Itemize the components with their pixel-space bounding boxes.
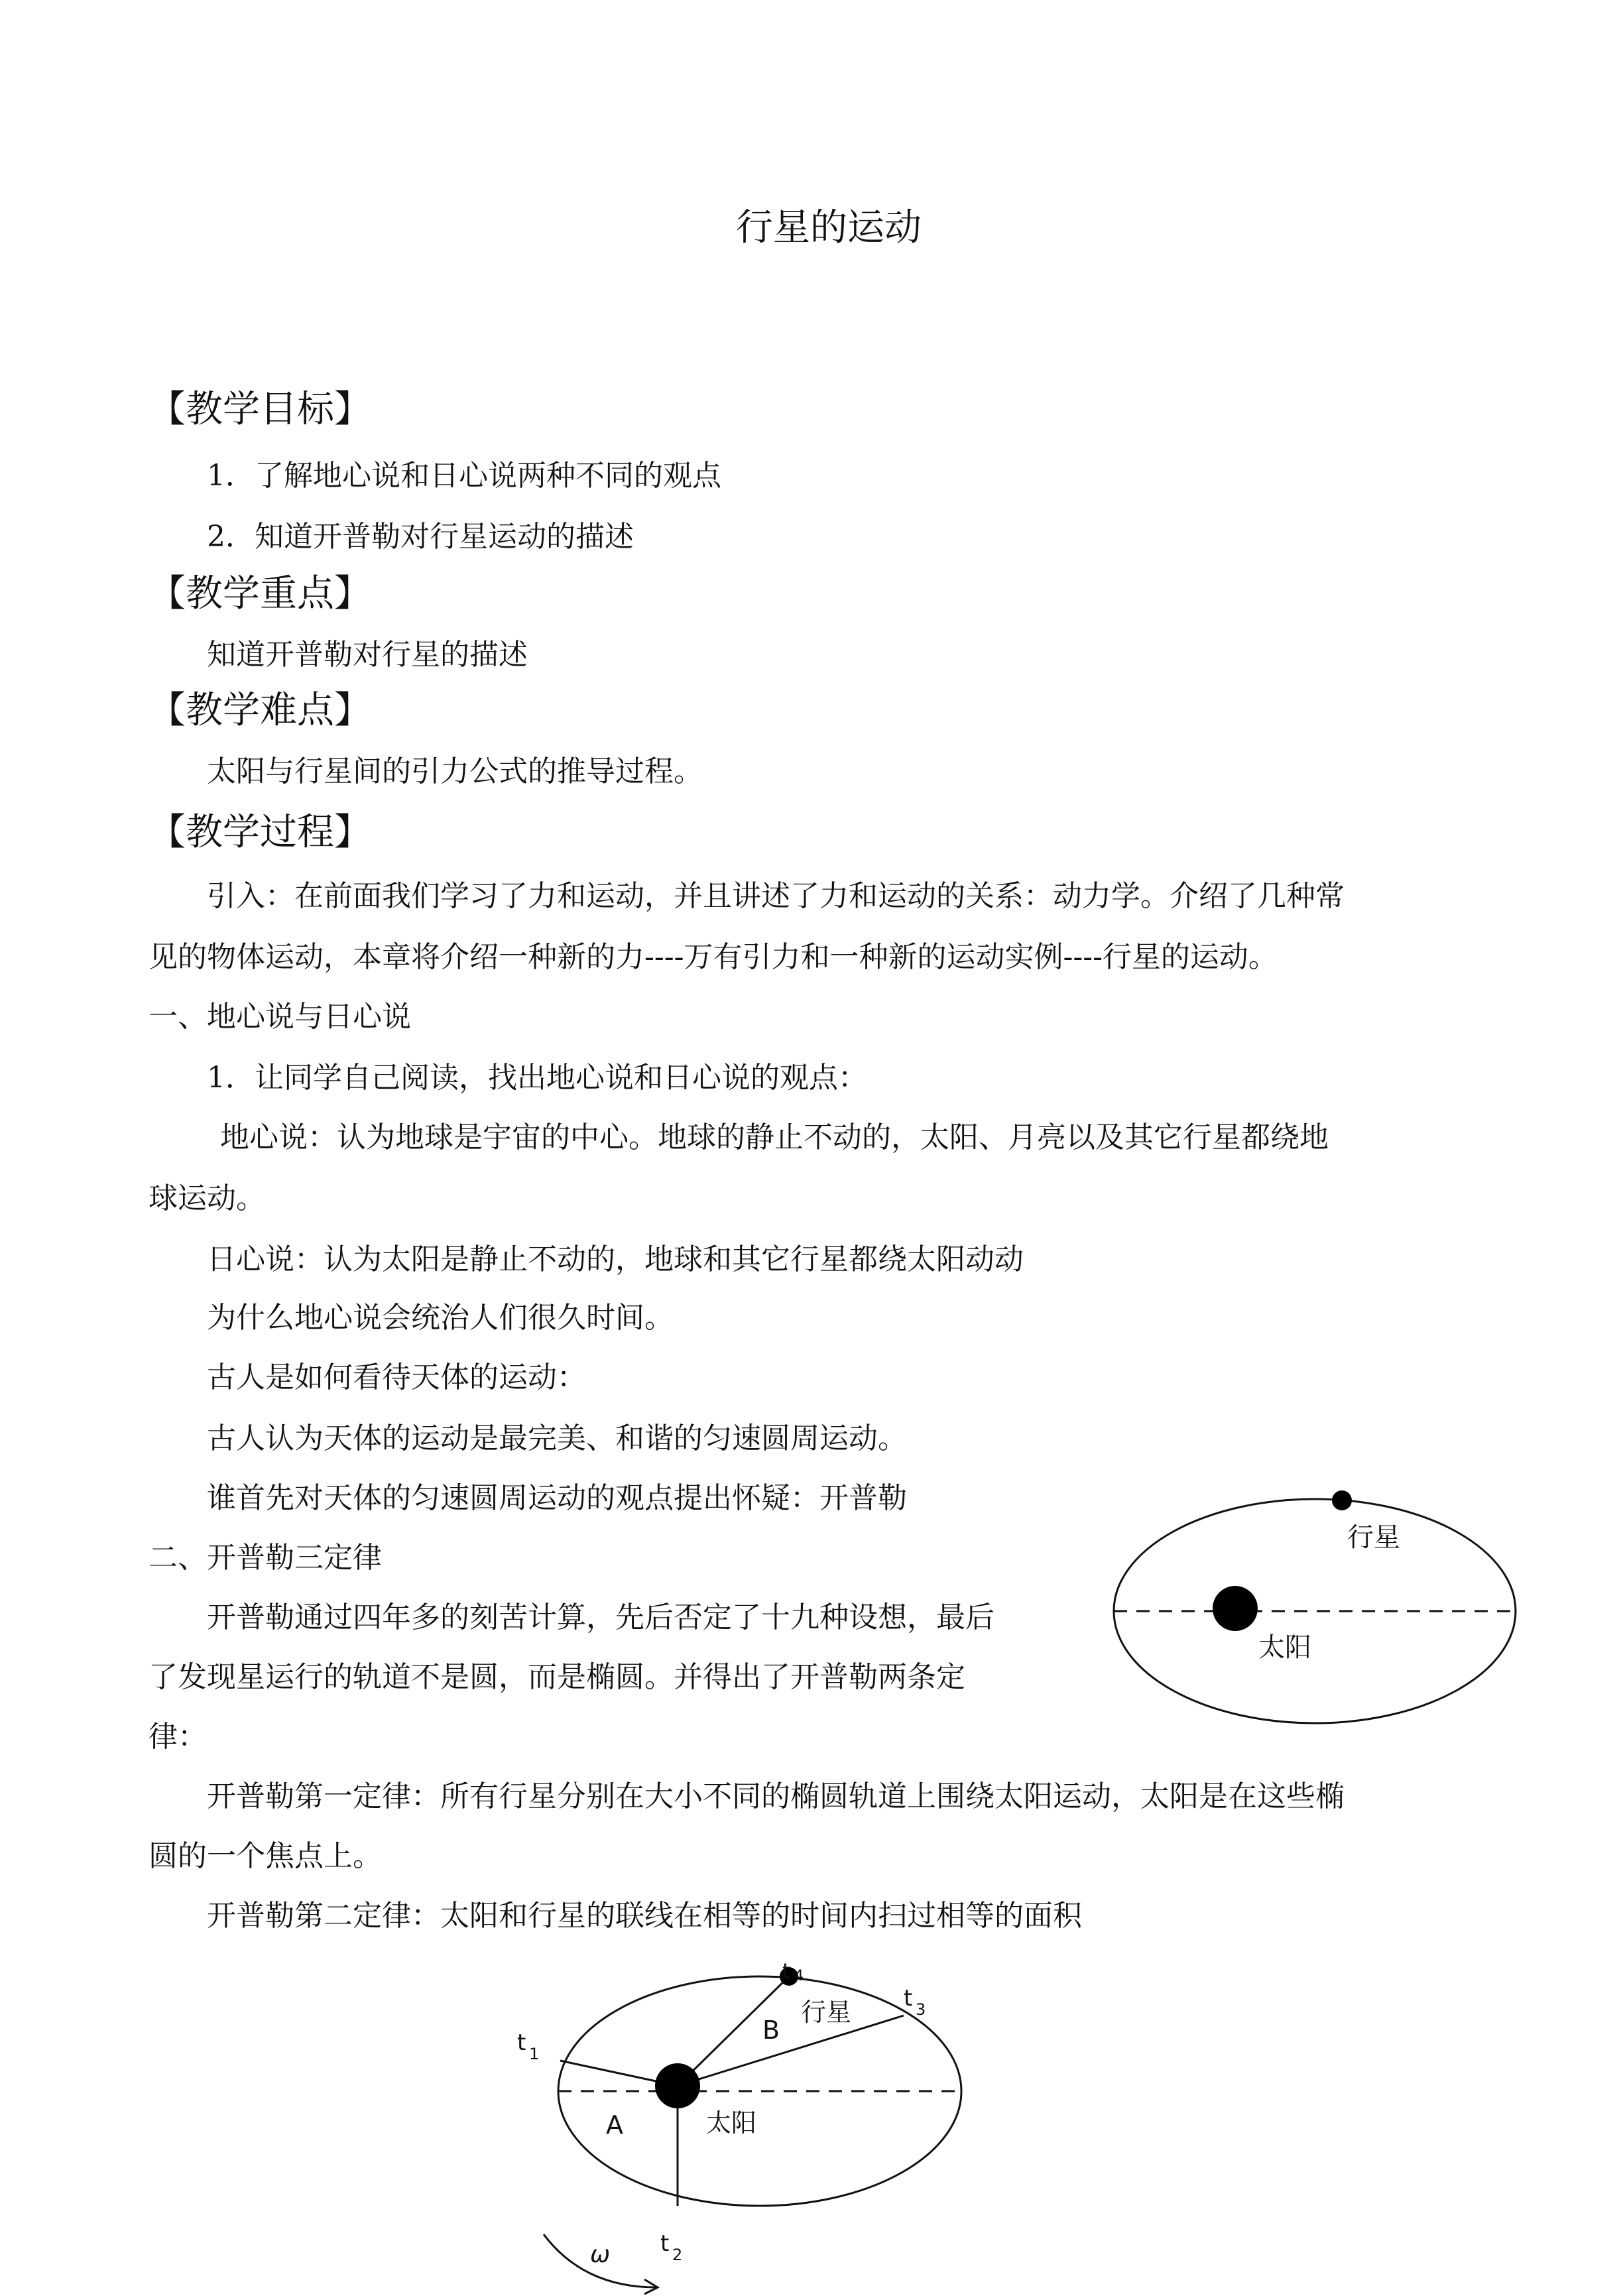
geocentric-line-2: 球运动。 bbox=[149, 1181, 265, 1215]
part1-heading: 一、地心说与日心说 bbox=[149, 1000, 411, 1034]
orbit-diagram bbox=[1101, 1479, 1525, 1737]
difficulty-text: 太阳与行星间的引力公式的推导过程。 bbox=[207, 755, 703, 788]
planet-label: 行星 bbox=[1347, 1522, 1400, 1553]
answer-2: 古人认为天体的运动是最完美、和谐的匀速圆周运动。 bbox=[207, 1421, 907, 1455]
part2-heading: 二、开普勒三定律 bbox=[149, 1541, 382, 1575]
sun-dot bbox=[655, 2063, 700, 2108]
kepler-paragraph-line-3: 律： bbox=[149, 1720, 207, 1754]
key-point-text: 知道开普勒对行星的描述 bbox=[207, 638, 528, 672]
key-point-heading: 【教学重点】 bbox=[149, 572, 371, 615]
sun-dot bbox=[1213, 1586, 1258, 1631]
second-law-diagram bbox=[504, 1956, 981, 2296]
sun-label: 太阳 bbox=[706, 2108, 757, 2138]
kepler-paragraph-line-2: 了发现星运行的轨道不是圆，而是椭圆。并得出了开普勒两条定 bbox=[149, 1660, 965, 1694]
process-heading: 【教学过程】 bbox=[149, 811, 371, 854]
area-a-label: A bbox=[606, 2110, 623, 2140]
objective-item-2: 2．知道开普勒对行星运动的描述 bbox=[207, 520, 634, 554]
sun-label: 太阳 bbox=[1258, 1632, 1311, 1663]
planet-label: 行星 bbox=[801, 1998, 852, 2027]
objective-item-1: 1．了解地心说和日心说两种不同的观点 bbox=[207, 459, 721, 493]
time-t4-label: t bbox=[782, 1959, 791, 1984]
kepler-first-law-line-1: 开普勒第一定律：所有行星分别在大小不同的椭圆轨道上围绕太阳运动，太阳是在这些椭 bbox=[207, 1780, 1345, 1813]
planet-dot bbox=[1332, 1490, 1352, 1510]
heliocentric-text: 日心说：认为太阳是静止不动的，地球和其它行星都绕太阳动动 bbox=[207, 1242, 1024, 1276]
question-3: 谁首先对天体的匀速圆周运动的观点提出怀疑：开普勒 bbox=[207, 1481, 907, 1515]
time-t2-subscript: 2 bbox=[672, 2246, 683, 2264]
omega-label: ω bbox=[590, 2241, 611, 2268]
geocentric-line-1: 地心说：认为地球是宇宙的中心。地球的静止不动的，太阳、月亮以及其它行星都绕地 bbox=[220, 1120, 1329, 1154]
objectives-heading: 【教学目标】 bbox=[149, 388, 371, 431]
part1-item-1: 1．让同学自己阅读，找出地心说和日心说的观点： bbox=[207, 1061, 867, 1095]
question-2: 古人是如何看待天体的运动： bbox=[207, 1360, 586, 1394]
intro-line-2: 见的物体运动，本章将介绍一种新的力----万有引力和一种新的运动实例----行星的运动。 bbox=[149, 940, 1278, 974]
kepler-paragraph-line-1: 开普勒通过四年多的刻苦计算，先后否定了十九种设想，最后 bbox=[207, 1601, 994, 1634]
page-title: 行星的运动 bbox=[736, 206, 922, 249]
area-b-label: B bbox=[762, 2016, 780, 2045]
kepler-first-law-line-2: 圆的一个焦点上。 bbox=[149, 1839, 382, 1873]
time-t3-label: t bbox=[904, 1985, 913, 2012]
difficulty-heading: 【教学难点】 bbox=[149, 689, 371, 732]
question-1: 为什么地心说会统治人们很久时间。 bbox=[207, 1301, 674, 1335]
kepler-second-law: 开普勒第二定律：太阳和行星的联线在相等的时间内扫过相等的面积 bbox=[207, 1899, 1082, 1933]
time-t1-subscript: 1 bbox=[529, 2045, 540, 2063]
time-t2-label: t bbox=[660, 2230, 670, 2257]
time-t4-subscript: 4 bbox=[794, 1968, 804, 1985]
time-t3-subscript: 3 bbox=[916, 2000, 926, 2019]
radius-t3 bbox=[678, 2016, 904, 2086]
time-t1-label: t bbox=[517, 2029, 526, 2056]
intro-line-1: 引入：在前面我们学习了力和运动，并且讲述了力和运动的关系：动力学。介绍了几种常 bbox=[207, 879, 1345, 913]
